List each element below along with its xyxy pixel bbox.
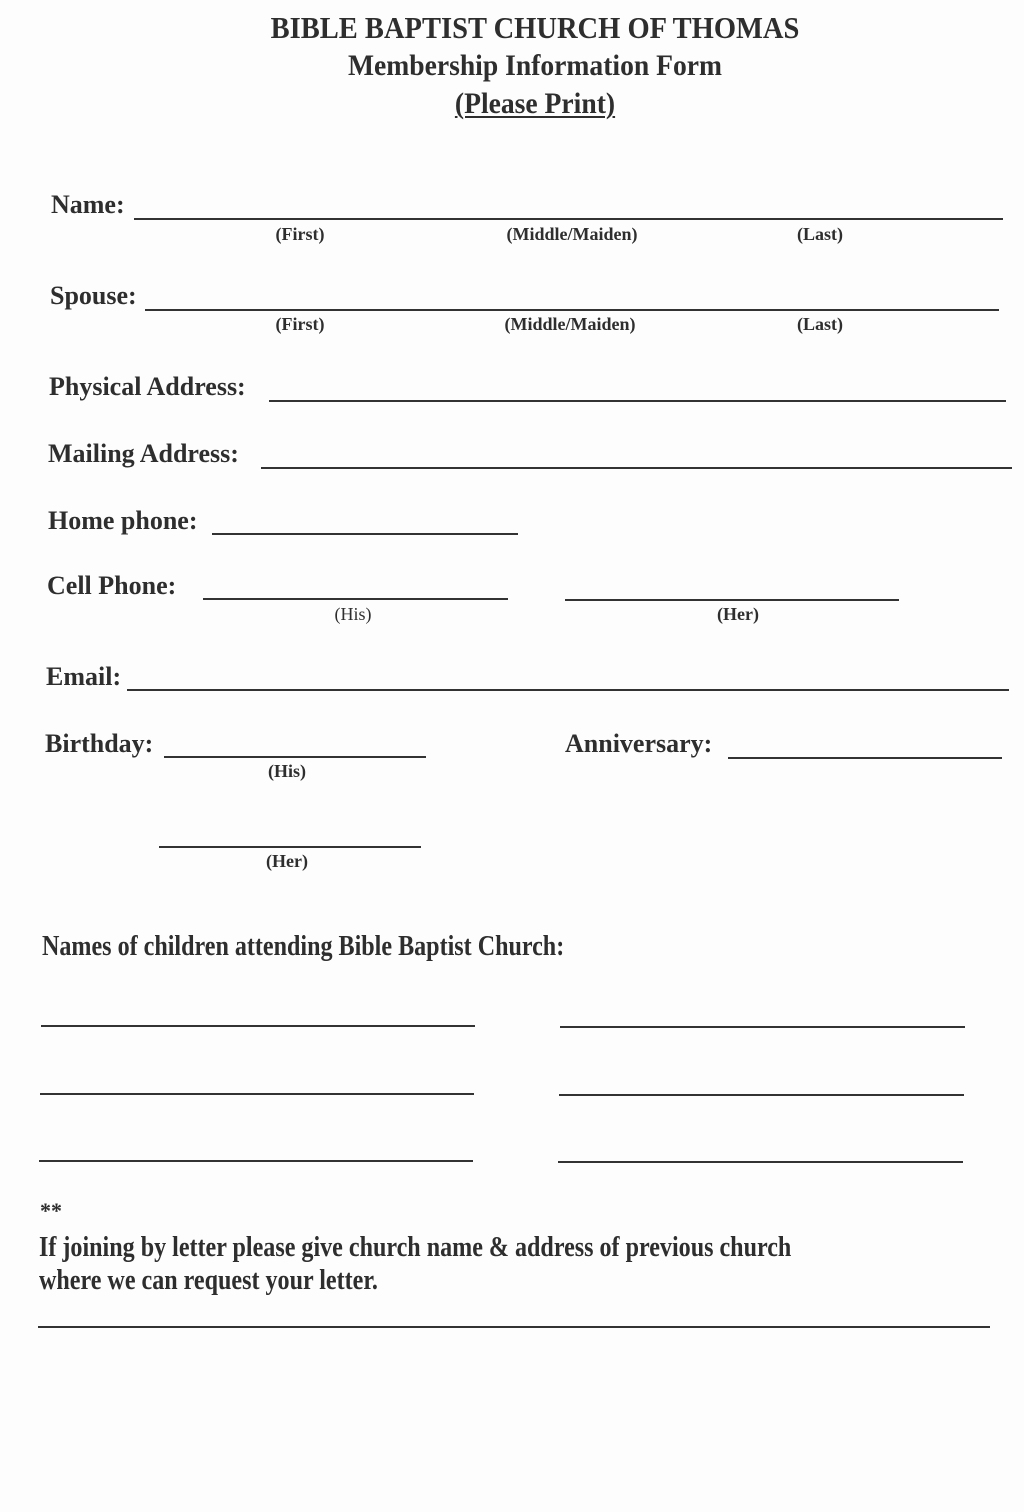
cell-phone-her-sublabel: (Her): [717, 604, 759, 624]
spouse-first-sublabel: (First): [275, 314, 325, 334]
email-line: [127, 689, 1009, 691]
child-line-1: [41, 1025, 475, 1027]
child-input-1[interactable]: [45, 998, 479, 1024]
birthday-his-sublabel: (His): [268, 761, 306, 781]
footnote-marker: **: [40, 1198, 62, 1223]
physical-address-line: [269, 400, 1006, 402]
physical-address-input[interactable]: [273, 374, 1009, 400]
cell-phone-label: Cell Phone:: [47, 571, 177, 600]
birthday-label: Birthday:: [45, 729, 154, 758]
home-phone-label: Home phone:: [48, 506, 198, 535]
mailing-address-input[interactable]: [265, 441, 1015, 467]
child-line-4: [559, 1094, 964, 1096]
name-line: [134, 218, 1003, 220]
child-line-5: [39, 1160, 473, 1162]
previous-church-line: [38, 1326, 990, 1328]
name-label: Name:: [51, 190, 125, 219]
email-label: Email:: [46, 662, 122, 691]
cell-phone-her-line: [565, 599, 899, 601]
home-phone-line: [212, 533, 518, 535]
spouse-line: [145, 309, 999, 311]
previous-church-input[interactable]: [42, 1299, 994, 1325]
letter-instruction-line2: where we can request your letter.: [39, 1265, 378, 1296]
cell-phone-his-line: [203, 598, 508, 600]
birthday-his-input[interactable]: [168, 730, 430, 756]
name-input[interactable]: [138, 192, 1006, 218]
cell-phone-his-sublabel: (His): [334, 604, 372, 624]
name-first-sublabel: (First): [275, 224, 325, 244]
child-line-3: [40, 1093, 474, 1095]
spouse-label: Spouse:: [50, 281, 137, 310]
children-heading: Names of children attending Bible Baptist Church:: [42, 931, 565, 962]
anniversary-label: Anniversary:: [565, 729, 713, 758]
birthday-her-input[interactable]: [163, 820, 425, 846]
church-name: BIBLE BAPTIST CHURCH OF THOMAS: [270, 10, 800, 45]
child-input-5[interactable]: [43, 1133, 477, 1159]
print-instruction: (Please Print): [454, 87, 616, 120]
cell-phone-his-input[interactable]: [207, 572, 512, 598]
physical-address-label: Physical Address:: [49, 372, 246, 401]
child-line-6: [558, 1161, 963, 1163]
child-line-2: [560, 1026, 965, 1028]
mailing-address-line: [261, 467, 1012, 469]
home-phone-input[interactable]: [216, 507, 522, 533]
anniversary-input[interactable]: [732, 731, 1006, 757]
spouse-last-sublabel: (Last): [797, 314, 843, 334]
spouse-input[interactable]: [149, 283, 1003, 309]
child-input-3[interactable]: [44, 1066, 478, 1092]
letter-instruction-line1: If joining by letter please give church name & address of previous church: [39, 1232, 792, 1263]
mailing-address-label: Mailing Address:: [48, 439, 239, 468]
child-input-4[interactable]: [563, 1067, 968, 1093]
name-middle-sublabel: (Middle/Maiden): [506, 224, 638, 244]
anniversary-line: [728, 757, 1002, 759]
child-input-2[interactable]: [564, 999, 969, 1025]
name-last-sublabel: (Last): [797, 224, 843, 244]
child-input-6[interactable]: [562, 1134, 967, 1160]
cell-phone-her-input[interactable]: [569, 573, 903, 599]
birthday-his-line: [164, 756, 426, 758]
email-input[interactable]: [131, 663, 1013, 689]
birthday-her-sublabel: (Her): [266, 851, 308, 871]
birthday-her-line: [159, 846, 421, 848]
spouse-middle-sublabel: (Middle/Maiden): [504, 314, 636, 334]
form-title: Membership Information Form: [347, 49, 723, 82]
